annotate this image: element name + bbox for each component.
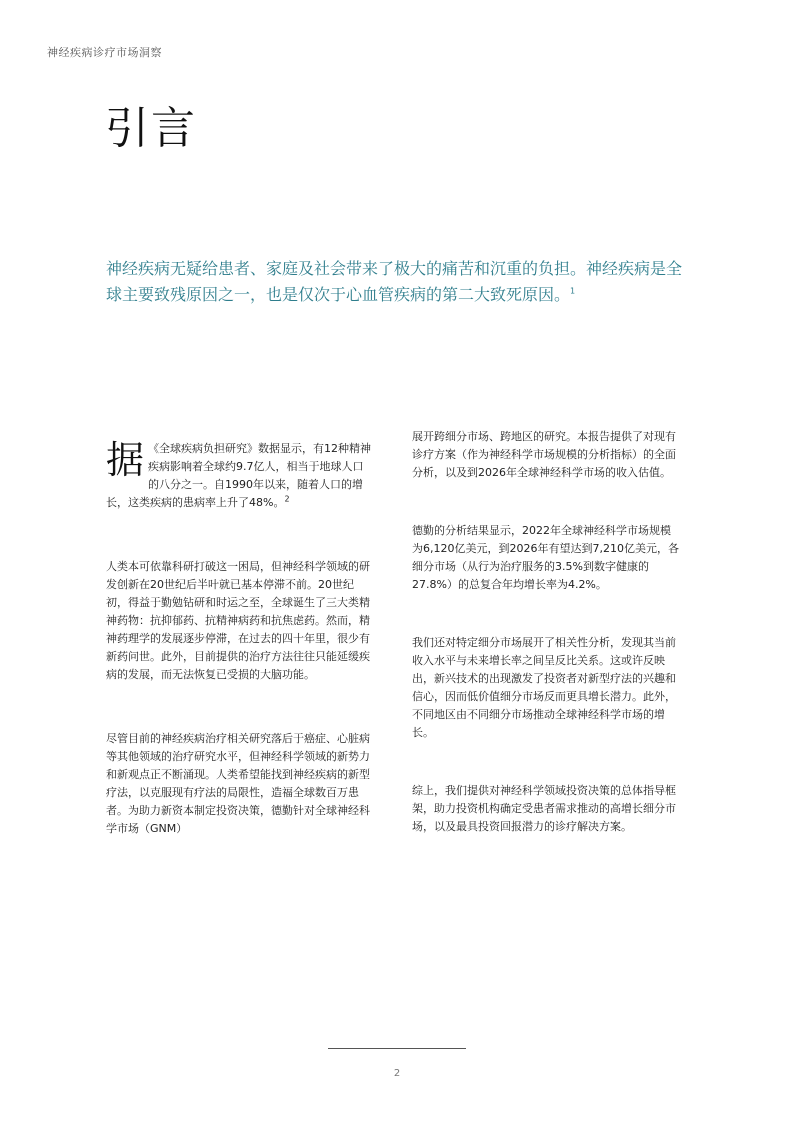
lead-paragraph (106, 256, 692, 308)
right-paragraph-2: 德勤的分析结果显示，2022年全球神经科学市场规模为6,120亿美元，到2026年有望达到7,210亿美元，各细分市场（从行为治疗服务的3.5%到数字健康的27.8%）的总复合年均增长率为4.2%。 (412, 524, 679, 591)
right-column (412, 428, 680, 836)
page-number: 2 (393, 1068, 401, 1079)
left-paragraph-1-text: 《全球疾病负担研究》数据显示，有12种精神疾病影响着全球约9.7亿人，相当于地球人口的八分之一。自1990年以来，随着人口的增长，这类疾病的患病率上升了48%。 (106, 442, 372, 509)
left-paragraph-3: 尽管目前的神经疾病治疗相关研究落后于癌症、心脏病等其他领域的治疗研究水平，但神经科学领域的新势力和新观点正不断涌现。人类希望能找到神经疾病的新型疗法，以克服现有疗法的局限性，造福全球数百万患者。为助力新资本制定投资决策，德勤针对全球神经科学市场（GNM） (106, 732, 370, 835)
right-paragraph-1: 展开跨细分市场、跨地区的研究。本报告提供了对现有诊疗方案（作为神经科学市场规模的分析指标）的全面分析，以及到2026年全球神经科学市场的收入估值。 (412, 430, 676, 479)
lead-text: 神经疾病无疑给患者、家庭及社会带来了极大的痛苦和沉重的负担。神经疾病是全球主要致残原因之一，也是仅次于心血管疾病的第二大致死原因。 (106, 259, 683, 304)
drop-cap: 据 (106, 438, 145, 482)
left-column (106, 440, 374, 838)
left-paragraph-1-footnote-marker: 2 (284, 494, 290, 504)
right-paragraph-3: 我们还对特定细分市场展开了相关性分析，发现其当前收入水平与未来增长率之间呈反比关系。这或许反映出，新兴技术的出现激发了投资者对新型疗法的兴趣和信心，因而低价值细分市场反而更具增长潜力。此外，不同地区由不同细分市场推动全球神经科学市场的增长。 (412, 636, 676, 739)
left-paragraph-2: 人类本可依靠科研打破这一困局，但神经科学领域的研发创新在20世纪后半叶就已基本停滞不前。20世纪初，得益于勤勉钻研和时运之至，全球诞生了三大类精神药物：抗抑郁药、抗精神病药和抗焦虑药。然而，精神药理学的发展逐步停滞，在过去的四十年里，很少有新药问世。此外，目前提供的治疗方法往往只能延缓疾病的发展，而无法恢复已受损的大脑功能。 (106, 560, 370, 681)
running-header: 神经疾病诊疗市场洞察 (47, 46, 162, 59)
footer-divider (328, 1048, 466, 1049)
left-paragraph-1 (106, 440, 374, 512)
right-paragraph-4: 综上，我们提供对神经科学领域投资决策的总体指导框架，助力投资机构确定受患者需求推动的高增长细分市场，以及最具投资回报潜力的诊疗解决方案。 (412, 784, 676, 833)
page-title: 引言 (105, 103, 197, 154)
lead-footnote-marker: 1 (570, 286, 576, 296)
